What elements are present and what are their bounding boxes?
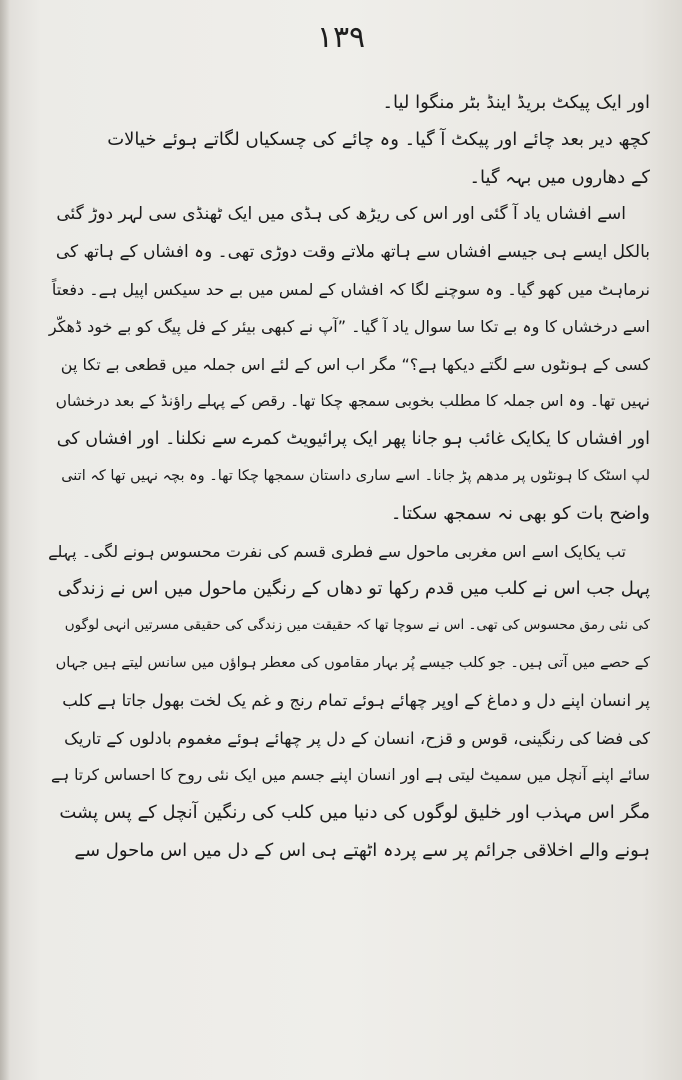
text-line: تب یکایک اسے اس مغربی ماحول سے فطری قسم کی نفرت محسوس ہونے لگی۔ پہلے [48,541,626,561]
text-line: اور ایک پیکٹ بریڈ اینڈ بٹر منگوا لیا۔ [382,92,650,113]
page-number: ۱۳۹ [316,20,366,55]
text-line: نرماہٹ میں کھو گیا۔ وہ سوچنے لگا کہ افشاں کے لمس میں بے حد سیکس اپیل ہے۔ دفعتاً [51,279,650,299]
text-line: واضح بات کو بھی نہ سمجھ سکتا۔ [390,503,650,525]
text-line: لپ اسٹک کا ہونٹوں پر مدھم پڑ جانا۔ اسے ساری داستان سمجھا چکا تھا۔ وہ بچہ نہیں تھا کہ اتنی [61,467,650,484]
text-line: کے دھاروں میں بہہ گیا۔ [469,166,650,188]
text-line: اسے درخشاں کا وہ بے تکا سا سوال یاد آ گیا۔ ”آپ نے کبھی بیئر کے فل پیگ کو بے خود ڈھکّر [48,317,650,337]
text-line: کے حصے میں آتی ہیں۔ جو کلب جیسے پُر بہار مقاموں کی معطر ہواؤں میں سانس لیتے ہیں جہاں [55,654,650,671]
text-line: کچھ دیر بعد چائے اور پیکٹ آ گیا۔ وہ چائے کی چسکیاں لگاتے ہوئے خیالات [107,129,650,151]
text-line: مگر اس مہذب اور خلیق لوگوں کی دنیا میں کلب کی رنگین آنچل کے پس پشت [59,802,650,824]
text-line: پر انسان اپنے دل و دماغ کے اوپر چھائے ہوئے تمام رنج و غم یک لخت بھول جاتا ہے کلب [62,691,650,711]
urdu-text-body [48,84,650,869]
text-line: اسے افشاں یاد آ گئی اور اس کی ریڑھ کی ہڈی میں ایک ٹھنڈی سی لہر دوڑ گئی [56,204,626,225]
text-line: سائے اپنے آنچل میں سمیٹ لیتی ہے اور انسان اپنے جسم میں ایک نئی روح کا احساس کرتا ہے [50,766,650,785]
text-line: اور افشاں کا یکایک غائب ہو جانا پھر ایک پرائیویٹ کمرے سے نکلنا۔ اور افشاں کی [56,428,650,449]
page-gutter-shadow [0,0,10,1080]
text-line: نہیں تھا۔ وہ اس جملہ کا مطلب بخوبی سمجھ چکا تھا۔ رقص کے پہلے راؤنڈ کے بعد درخشاں [55,392,650,411]
text-line: بالکل ایسے ہی جیسے افشاں سے ہاتھ ملاتے وقت دوڑی تھی۔ وہ افشاں کے ہاتھ کی [55,241,650,262]
text-line: پہل جب اس نے کلب میں قدم رکھا تو دھاں کے رنگین ماحول میں اس نے زندگی [57,578,650,600]
text-line: ہونے والے اخلاقی جرائم پر سے پردہ اٹھتے ہی اس کے دل میں اس ماحول سے [74,839,650,861]
text-line: کی نئی رمق محسوس کی تھی۔ اس نے سوچا تھا کہ حقیقت میں زندگی کی حقیقی مسرتیں انہی لوگوں [64,617,650,634]
text-line: کی فضا کی رنگینی، قوس و قزح، انسان کے دل پر چھائے ہوئے مغموم بادلوں کے تاریک [64,728,650,748]
text-line: کسی کے ہونٹوں سے لگتے دیکھا ہے؟“ مگر اب اس کے لئے اس جملہ میں قطعی بے تکا پن [60,354,650,374]
